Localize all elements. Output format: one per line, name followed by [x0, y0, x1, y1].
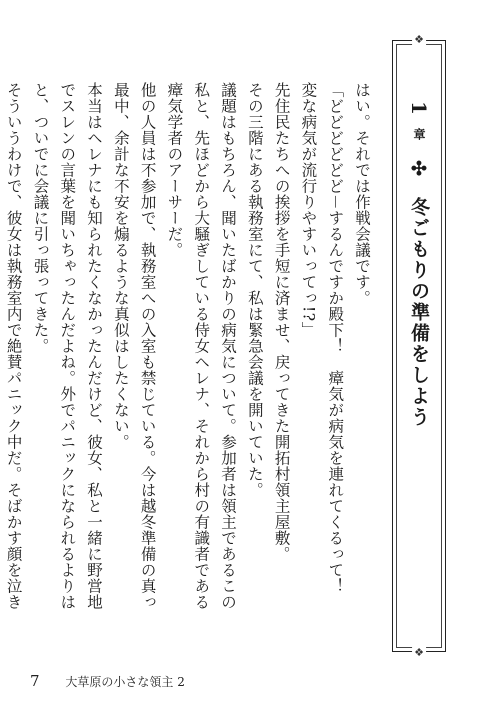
frame-ornament-top: ❖ — [414, 33, 424, 46]
chapter-label: 章 — [412, 127, 426, 142]
body-text — [4, 82, 375, 622]
chapter-number: 1 — [407, 101, 431, 117]
paragraph: 「どどどどどど－するんですか殿下！ 瘴気が病気を連れてくるって！ 変な病気が流行りやすいってっ!?」 — [299, 82, 345, 611]
paragraph: 本当はヘレナにも知られたくなかったんだけど、彼女、私と一緒に野営地でスレンの言葉を聞いちゃったんだよね。外でパニックになられるよりはと、ついでに会議に引っ張ってきた。 — [31, 82, 104, 610]
page-footer — [30, 672, 185, 690]
chapter-title-text: 冬ごもりの準備をしよう — [408, 196, 430, 428]
frame-ornament-bottom: ❖ — [414, 646, 424, 659]
paragraph: はい。それでは作戦会議です。 — [353, 82, 371, 306]
page-number: 7 — [30, 672, 40, 690]
chapter-title — [406, 101, 433, 428]
paragraph: 議題はもちろん、聞いたばかりの病気について。参加者は領主であるこの私と、先ほどから大騒ぎしている侍女ヘレナ、それから村の有識者である瘴気学者のアーサーだ。 — [165, 82, 238, 610]
book-title: 大草原の小さな領主 2 — [65, 675, 185, 689]
chapter-heading-frame — [392, 33, 446, 659]
paragraph: そういうわけで、彼女は執務室内で絶賛パニック中だ。そばかす顔を泣き — [4, 82, 23, 610]
paragraph: 先住民たちへの挨拶を手短に済ませ、戻ってきた開拓村領主屋敷。 — [272, 82, 291, 562]
chapter-star-icon: ✣ — [408, 158, 430, 183]
paragraph: 他の人員は不参加で、執務室への入室も禁じている。今は越冬準備の真っ最中、余計な不安を煽るような真似はしたくない。 — [111, 82, 157, 610]
paragraph: その三階にある執務室にて、私は緊急会議を開いていた。 — [245, 82, 264, 498]
